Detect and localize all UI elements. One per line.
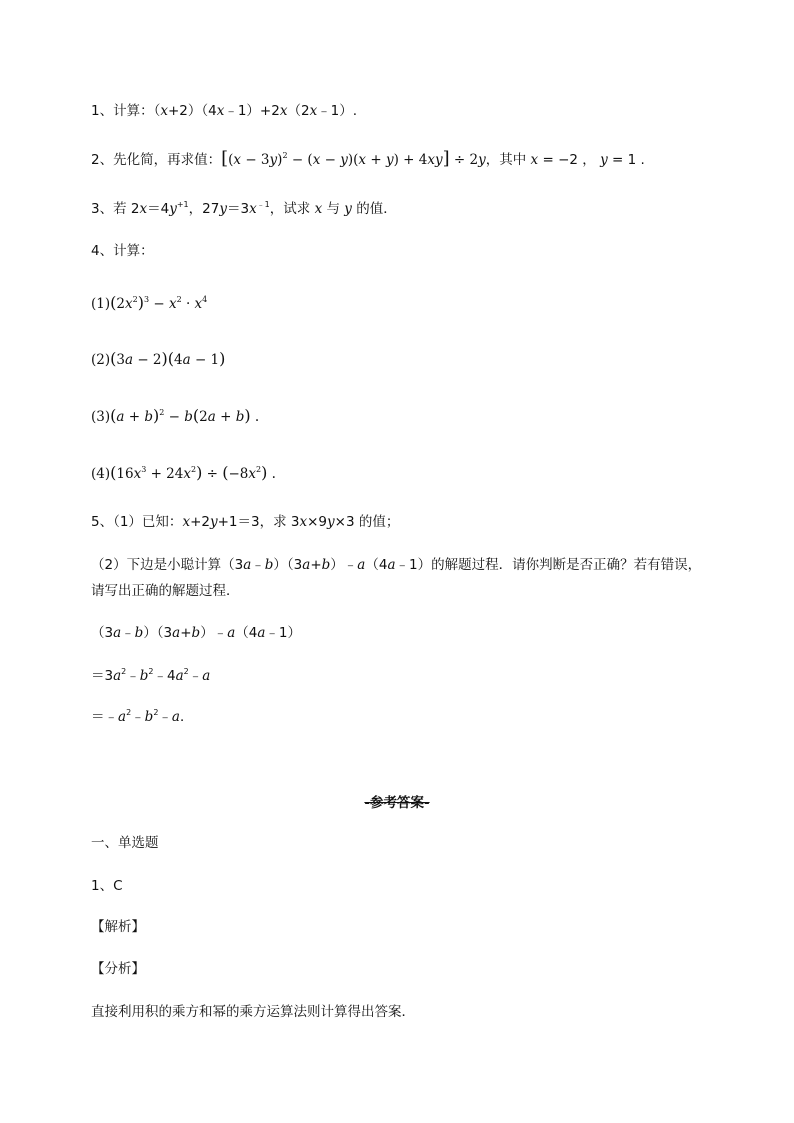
answer-item-1: 1、C	[91, 878, 123, 894]
question-2-label: 2、先化简，再求值：	[91, 152, 222, 168]
answer-explanation: 直接利用积的乘方和幂的乘方运算法则计算得出答案．	[91, 1004, 415, 1020]
question-3	[91, 200, 397, 218]
question-4-item-3: $(3)(a + b)^2 - b(2a + b)$ .	[91, 406, 260, 425]
question-4-item-2: (2)(3a − 2)(4a − 1)	[91, 349, 226, 368]
question-5-part-1: 5、（1）已知：x+2y+1＝3，求 3x×9y×3 的值；	[91, 514, 400, 530]
question-3-text: 3、若 $2x=4y^{+1}$，$27y=3x^{﹣1}$，试求 x 与 y 的值．	[91, 199, 397, 217]
question-4-item-1: $(1)(2x^2)^3 - x^2 \cdot x^4$	[91, 293, 208, 312]
question-2-condition: ，其中 x = −2 ， y = 1 .	[485, 152, 645, 168]
breakdown-label: 【分析】	[91, 961, 145, 977]
question-2-expression: $[(x - 3y)^2 - (x - y)(x + y) + 4xy] \div 2y$	[221, 148, 486, 169]
question-5-part-2-line-1: （2）下边是小聪计算（3a﹣b）（3a+b）﹣a（4a﹣1）的解题过程．请你判断是否正确？若有错误，	[91, 557, 702, 573]
solution-step-2: $=3a^2﹣b^2﹣4a^2﹣a$	[91, 666, 211, 684]
solution-step-1: （3a﹣b）（3a+b）﹣a（4a﹣1）	[91, 625, 301, 641]
solution-step-3: $=﹣a^2﹣b^2﹣a$．	[91, 707, 194, 725]
analysis-label: 【解析】	[91, 919, 145, 935]
answer-key-title	[0, 794, 794, 812]
question-4-item-4: $(4)(16x^3 + 24x^2) \div (-8x^2)$ .	[91, 463, 276, 482]
answer-key-title-text: -参考答案-	[364, 795, 430, 811]
question-4-label: 4、计算：	[91, 243, 154, 259]
question-1-expression: （x+2）（4x﹣1）+2x（2x﹣1）.	[153, 103, 358, 119]
question-1	[91, 102, 357, 120]
question-5-part-2-line-2: 请写出正确的解题过程．	[91, 583, 240, 599]
answer-section-heading: 一、单选题	[91, 835, 159, 851]
question-2	[91, 150, 645, 169]
question-1-label: 1、计算：	[91, 103, 154, 119]
